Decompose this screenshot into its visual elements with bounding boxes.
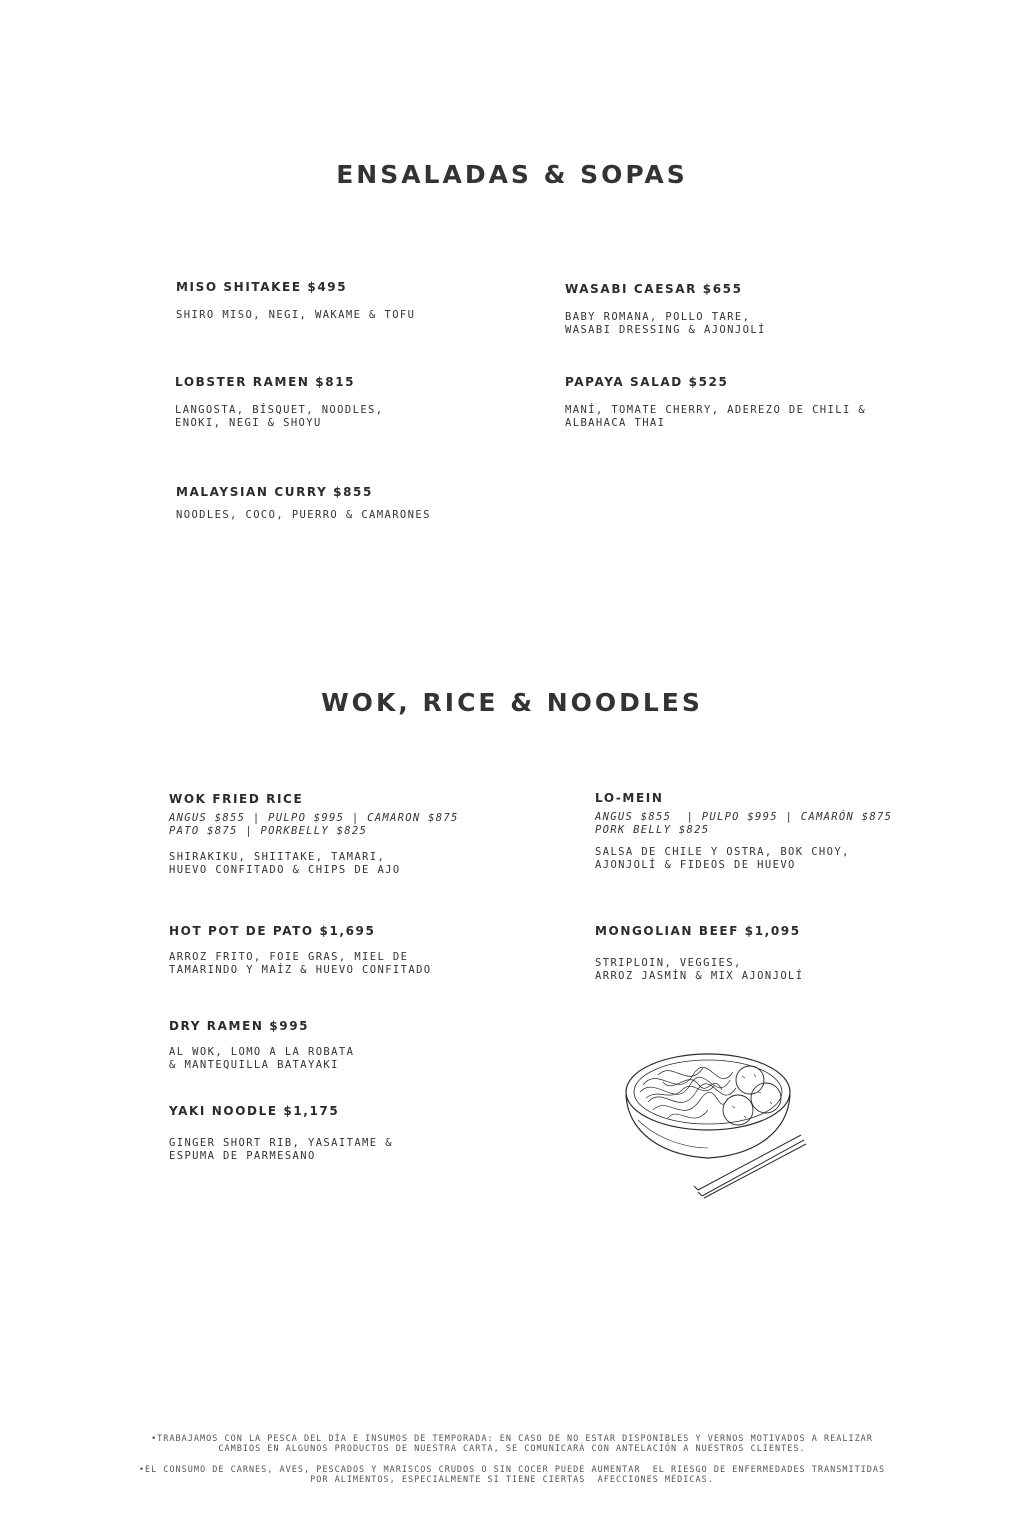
item-description: SALSA DE CHILE Y OSTRA, BOK CHOY, AJONJOLÍ & FIDEOS DE HUEVO (595, 846, 850, 871)
menu-item-wok-fried-rice (169, 792, 459, 876)
item-variants: ANGUS $855 | PULPO $995 | CAMARON $875 PATO $875 | PORKBELLY $825 (169, 812, 459, 837)
footer-note-raw-food: •EL CONSUMO DE CARNES, AVES, PESCADOS Y MARISCOS CRUDOS O SIN COCER PUEDE AUMENTAR EL RIESGO DE ENFERMEDADES TRANSMITIDAS POR ALIMENTOS, ESPECIALMENTE SI TIENE CIERTAS AFECCIONES MÉDICAS. (138, 1465, 886, 1485)
menu-item-miso-shitakee (176, 280, 415, 322)
item-description: GINGER SHORT RIB, YASAITAME & ESPUMA DE PARMESANO (169, 1137, 393, 1162)
menu-item-lo-mein (595, 791, 892, 871)
item-name: HOT POT DE PATO $1,695 (169, 924, 376, 938)
section-title-wok: WOK, RICE & NOODLES (321, 688, 703, 717)
item-description: SHIRO MISO, NEGI, WAKAME & TOFU (176, 309, 416, 321)
menu-item-papaya-salad (565, 375, 866, 429)
menu-item-wasabi-caesar (565, 282, 766, 336)
item-name: WASABI CAESAR $655 (565, 282, 743, 296)
item-name: YAKI NOODLE $1,175 (169, 1104, 340, 1118)
item-description: MANÍ, TOMATE CHERRY, ADEREZO DE CHILI & ALBAHACA THAI (565, 404, 867, 429)
menu-item-hot-pot-de-pato (169, 924, 432, 976)
item-name: DRY RAMEN $995 (169, 1019, 310, 1033)
item-name: LOBSTER RAMEN $815 (175, 375, 356, 389)
item-description: STRIPLOIN, VEGGIES, ARROZ JASMÍN & MIX AJONJOLÍ (595, 957, 804, 982)
item-variants: ANGUS $855 | PULPO $995 | CAMARÓN $875 PORK BELLY $825 (595, 811, 893, 836)
item-name: MALAYSIAN CURRY $855 (176, 485, 373, 499)
item-description: LANGOSTA, BÍSQUET, NOODLES, ENOKI, NEGI & SHOYU (175, 404, 384, 429)
menu-item-malaysian-curry (176, 485, 431, 522)
item-description: ARROZ FRITO, FOIE GRAS, MIEL DE TAMARINDO Y MAÍZ & HUEVO CONFITADO (169, 951, 432, 976)
item-name: PAPAYA SALAD $525 (565, 375, 729, 389)
item-description: BABY ROMANA, POLLO TARE, WASABI DRESSING & AJONJOLÍ (565, 311, 766, 336)
item-name: MISO SHITAKEE $495 (176, 280, 348, 294)
menu-item-dry-ramen (169, 1019, 354, 1071)
menu-item-lobster-ramen (175, 375, 383, 429)
item-name: LO-MEIN (595, 791, 664, 805)
noodle-bowl-icon (618, 1040, 813, 1205)
item-name: WOK FRIED RICE (169, 792, 304, 806)
menu-item-yaki-noodle (169, 1104, 393, 1162)
item-name: MONGOLIAN BEEF $1,095 (595, 924, 801, 938)
item-description: NOODLES, COCO, PUERRO & CAMARONES (176, 509, 431, 521)
item-description: SHIRAKIKU, SHIITAKE, TAMARI, HUEVO CONFITADO & CHIPS DE AJO (169, 851, 401, 876)
footer-note-seasonal: •TRABAJAMOS CON LA PESCA DEL DÍA E INSUMOS DE TEMPORADA: EN CASO DE NO ESTAR DISPONIBLES Y VERNOS MOTIVADOS A REALIZAR CAMBIOS EN ALGUNOS PRODUCTOS DE NUESTRA CARTA, SE COMUNICARÁ CON ANTELACIÓN A NUESTROS CLIENTES. (151, 1434, 873, 1454)
item-description: AL WOK, LOMO A LA ROBATA & MANTEQUILLA BATAYAKI (169, 1046, 355, 1071)
menu-item-mongolian-beef (595, 924, 803, 982)
section-title-salads: ENSALADAS & SOPAS (336, 160, 688, 189)
